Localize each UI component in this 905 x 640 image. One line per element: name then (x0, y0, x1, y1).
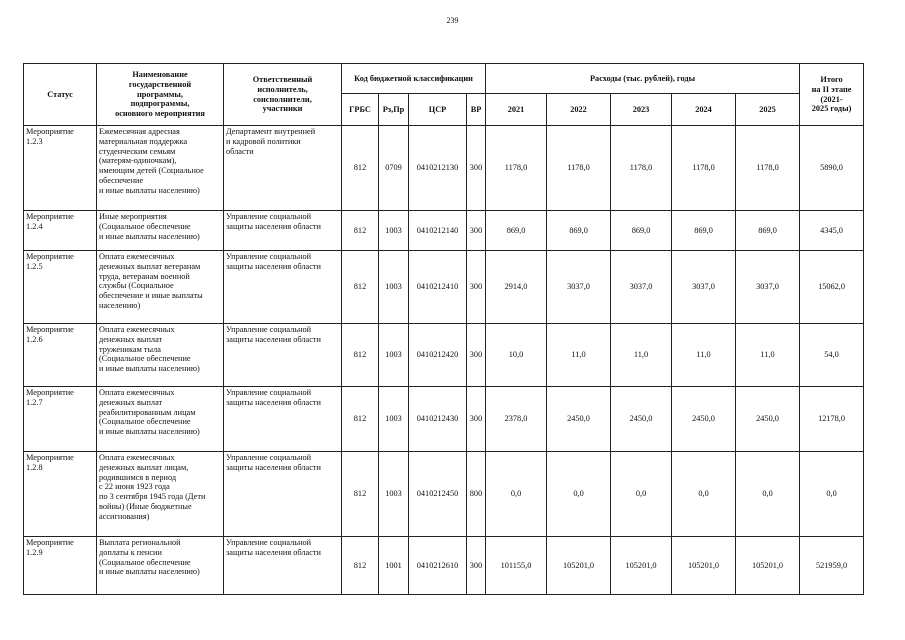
row-status: Мероприятие 1.2.7 (24, 387, 97, 452)
row-2024: 11,0 (672, 324, 736, 387)
row-status: Мероприятие 1.2.3 (24, 126, 97, 211)
row-vr: 300 (467, 211, 486, 251)
row-grbs: 812 (342, 251, 379, 324)
header-name: Наименование государственной программы, подпрограммы, основного мероприятия (97, 64, 224, 126)
row-2021: 10,0 (486, 324, 547, 387)
row-executor: Управление социальной защиты населения области (224, 387, 342, 452)
page-number: 239 (446, 16, 459, 25)
row-csr: 0410212420 (409, 324, 467, 387)
row-status: Мероприятие 1.2.9 (24, 537, 97, 595)
row-vr: 800 (467, 452, 486, 537)
table-row (24, 452, 864, 537)
row-2023: 0,0 (611, 452, 672, 537)
row-2023: 1178,0 (611, 126, 672, 211)
row-executor: Управление социальной защиты населения области (224, 452, 342, 537)
row-executor: Управление социальной защиты населения области (224, 324, 342, 387)
row-csr: 0410212430 (409, 387, 467, 452)
row-2021: 101155,0 (486, 537, 547, 595)
row-total: 521959,0 (800, 537, 864, 595)
header-year-2025: 2025 (736, 94, 800, 126)
header-total: Итого на II этапе (2021- 2025 годы) (800, 64, 864, 126)
row-2021: 0,0 (486, 452, 547, 537)
row-executor: Управление социальной защиты населения области (224, 251, 342, 324)
row-2023: 11,0 (611, 324, 672, 387)
table-row (24, 211, 864, 251)
header-grbs: ГРБС (342, 94, 379, 126)
header-vr: ВР (467, 94, 486, 126)
table-row (24, 324, 864, 387)
row-total: 54,0 (800, 324, 864, 387)
table-row (24, 387, 864, 452)
row-rzpr: 1003 (379, 387, 409, 452)
row-2025: 105201,0 (736, 537, 800, 595)
header-csr: ЦСР (409, 94, 467, 126)
row-2023: 869,0 (611, 211, 672, 251)
row-2024: 0,0 (672, 452, 736, 537)
table-body (24, 126, 864, 595)
row-name: Оплата ежемесячных денежных выплат ветеранам труда, ветеранам военной службы (Социальное обеспечение и иные выплаты населению) (97, 251, 224, 324)
row-executor: Управление социальной защиты населения области (224, 211, 342, 251)
row-2024: 1178,0 (672, 126, 736, 211)
row-2023: 2450,0 (611, 387, 672, 452)
row-csr: 0410212140 (409, 211, 467, 251)
header-rzpr: Рз,Пр (379, 94, 409, 126)
row-csr: 0410212410 (409, 251, 467, 324)
header-status: Статус (24, 64, 97, 126)
row-grbs: 812 (342, 452, 379, 537)
row-name: Ежемесячная адресная материальная поддержка студенческим семьям (матерям-одиночкам), имеющим детей (Социальное обеспечение и иные выплаты населению) (97, 126, 224, 211)
row-vr: 300 (467, 251, 486, 324)
row-2025: 0,0 (736, 452, 800, 537)
row-2025: 869,0 (736, 211, 800, 251)
row-csr: 0410212130 (409, 126, 467, 211)
row-2025: 2450,0 (736, 387, 800, 452)
row-grbs: 812 (342, 537, 379, 595)
row-total: 15062,0 (800, 251, 864, 324)
row-grbs: 812 (342, 211, 379, 251)
row-name: Оплата ежемесячных денежных выплат труженикам тыла (Социальное обеспечение и иные выплаты населению) (97, 324, 224, 387)
row-rzpr: 1003 (379, 211, 409, 251)
header-year-2022: 2022 (547, 94, 611, 126)
row-2025: 3037,0 (736, 251, 800, 324)
row-name: Оплата ежемесячных денежных выплат реабилитированным лицам (Социальное обеспечение и иные выплаты населению) (97, 387, 224, 452)
table-row (24, 537, 864, 595)
table-row (24, 251, 864, 324)
row-name: Иные мероприятия (Социальное обеспечение и иные выплаты населению) (97, 211, 224, 251)
row-2024: 869,0 (672, 211, 736, 251)
row-grbs: 812 (342, 387, 379, 452)
row-total: 4345,0 (800, 211, 864, 251)
row-name: Оплата ежемесячных денежных выплат лицам, родившимся в период с 22 июня 1923 года по 3 сентября 1945 года (Дети войны) (Иные бюджетные ассигнования) (97, 452, 224, 537)
row-vr: 300 (467, 126, 486, 211)
row-2024: 3037,0 (672, 251, 736, 324)
budget-table (23, 63, 864, 595)
table-header (24, 64, 864, 126)
row-2023: 105201,0 (611, 537, 672, 595)
header-expenses: Расходы (тыс. рублей), годы (486, 64, 800, 94)
row-grbs: 812 (342, 324, 379, 387)
row-status: Мероприятие 1.2.5 (24, 251, 97, 324)
row-2022: 0,0 (547, 452, 611, 537)
header-executor: Ответственный исполнитель, соисполнители, участники (224, 64, 342, 126)
row-rzpr: 0709 (379, 126, 409, 211)
row-2025: 1178,0 (736, 126, 800, 211)
row-status: Мероприятие 1.2.4 (24, 211, 97, 251)
row-2022: 2450,0 (547, 387, 611, 452)
row-vr: 300 (467, 537, 486, 595)
row-total: 12178,0 (800, 387, 864, 452)
row-csr: 0410212450 (409, 452, 467, 537)
row-rzpr: 1003 (379, 251, 409, 324)
row-status: Мероприятие 1.2.8 (24, 452, 97, 537)
row-rzpr: 1001 (379, 537, 409, 595)
table-row (24, 126, 864, 211)
header-year-2023: 2023 (611, 94, 672, 126)
row-vr: 300 (467, 324, 486, 387)
row-executor: Управление социальной защиты населения области (224, 537, 342, 595)
row-status: Мероприятие 1.2.6 (24, 324, 97, 387)
row-rzpr: 1003 (379, 324, 409, 387)
row-total: 0,0 (800, 452, 864, 537)
row-2025: 11,0 (736, 324, 800, 387)
row-grbs: 812 (342, 126, 379, 211)
row-2024: 105201,0 (672, 537, 736, 595)
row-2022: 11,0 (547, 324, 611, 387)
row-vr: 300 (467, 387, 486, 452)
row-2021: 1178,0 (486, 126, 547, 211)
row-2022: 1178,0 (547, 126, 611, 211)
row-2023: 3037,0 (611, 251, 672, 324)
header-budget-code: Код бюджетной классификации (342, 64, 486, 94)
row-csr: 0410212610 (409, 537, 467, 595)
row-2022: 3037,0 (547, 251, 611, 324)
row-rzpr: 1003 (379, 452, 409, 537)
row-name: Выплата региональной доплаты к пенсии (Социальное обеспечение и иные выплаты населению) (97, 537, 224, 595)
row-2021: 2378,0 (486, 387, 547, 452)
row-2021: 2914,0 (486, 251, 547, 324)
row-executor: Департамент внутренней и кадровой политики области (224, 126, 342, 211)
row-2024: 2450,0 (672, 387, 736, 452)
row-2022: 105201,0 (547, 537, 611, 595)
header-year-2021: 2021 (486, 94, 547, 126)
row-2021: 869,0 (486, 211, 547, 251)
header-year-2024: 2024 (672, 94, 736, 126)
row-2022: 869,0 (547, 211, 611, 251)
row-total: 5890,0 (800, 126, 864, 211)
